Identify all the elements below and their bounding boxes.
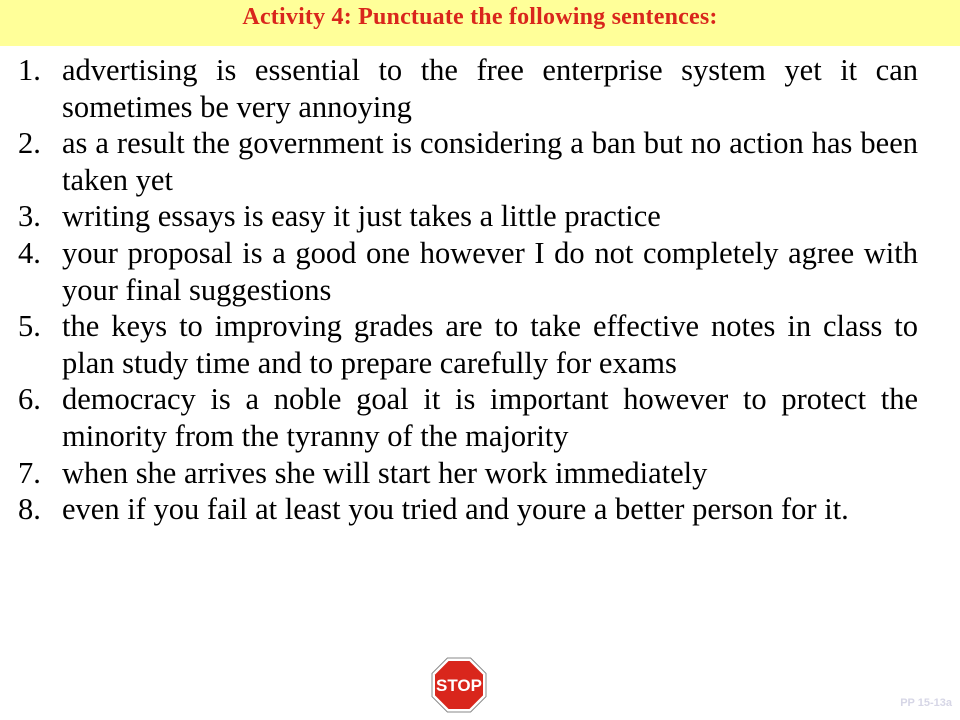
sentence-list [18,52,918,528]
stop-sign-icon[interactable] [431,657,487,713]
sentence-number: 2. [18,126,41,161]
sentence-text: your proposal is a good one however I do not completely agree with your final suggestions [62,235,918,307]
stop-sign-graphic [431,657,487,713]
sentence-number: 7. [18,455,41,490]
sentence-number: 3. [18,199,41,234]
sentence-item [18,455,918,492]
sentence-text: the keys to improving grades are to take effective notes in class to plan study time and to prepare carefully for exams [62,309,918,380]
stop-sign-label: STOP [436,676,482,695]
sentence-item [18,125,918,198]
sentence-item [18,235,918,308]
sentence-item [18,52,918,125]
sentence-text: advertising is essential to the free enterprise system yet it can sometimes be very annoying [62,53,918,124]
sentence-item [18,198,918,235]
sentence-item [18,308,918,381]
sentence-item [18,381,918,454]
sentence-text: as a result the government is considering a ban but no action has been taken yet [62,126,918,197]
sentence-number: 5. [18,309,41,344]
sentence-text: writing essays is easy it just takes a little practice [62,199,661,234]
sentence-number: 4. [18,235,41,270]
slide-code: PP 15-13a [900,697,952,709]
sentence-item [18,491,918,528]
sentence-text: even if you fail at least you tried and youre a better person for it. [62,492,849,527]
sentence-number: 1. [18,53,41,87]
sentence-number: 6. [18,382,41,417]
sentence-text: democracy is a noble goal it is important however to protect the minority from the tyranny of the majority [62,382,918,453]
sentence-text: when she arrives she will start her work immediately [62,455,708,490]
sentence-number: 8. [18,492,41,527]
page-title: Activity 4: Punctuate the following sentences: [242,4,718,30]
